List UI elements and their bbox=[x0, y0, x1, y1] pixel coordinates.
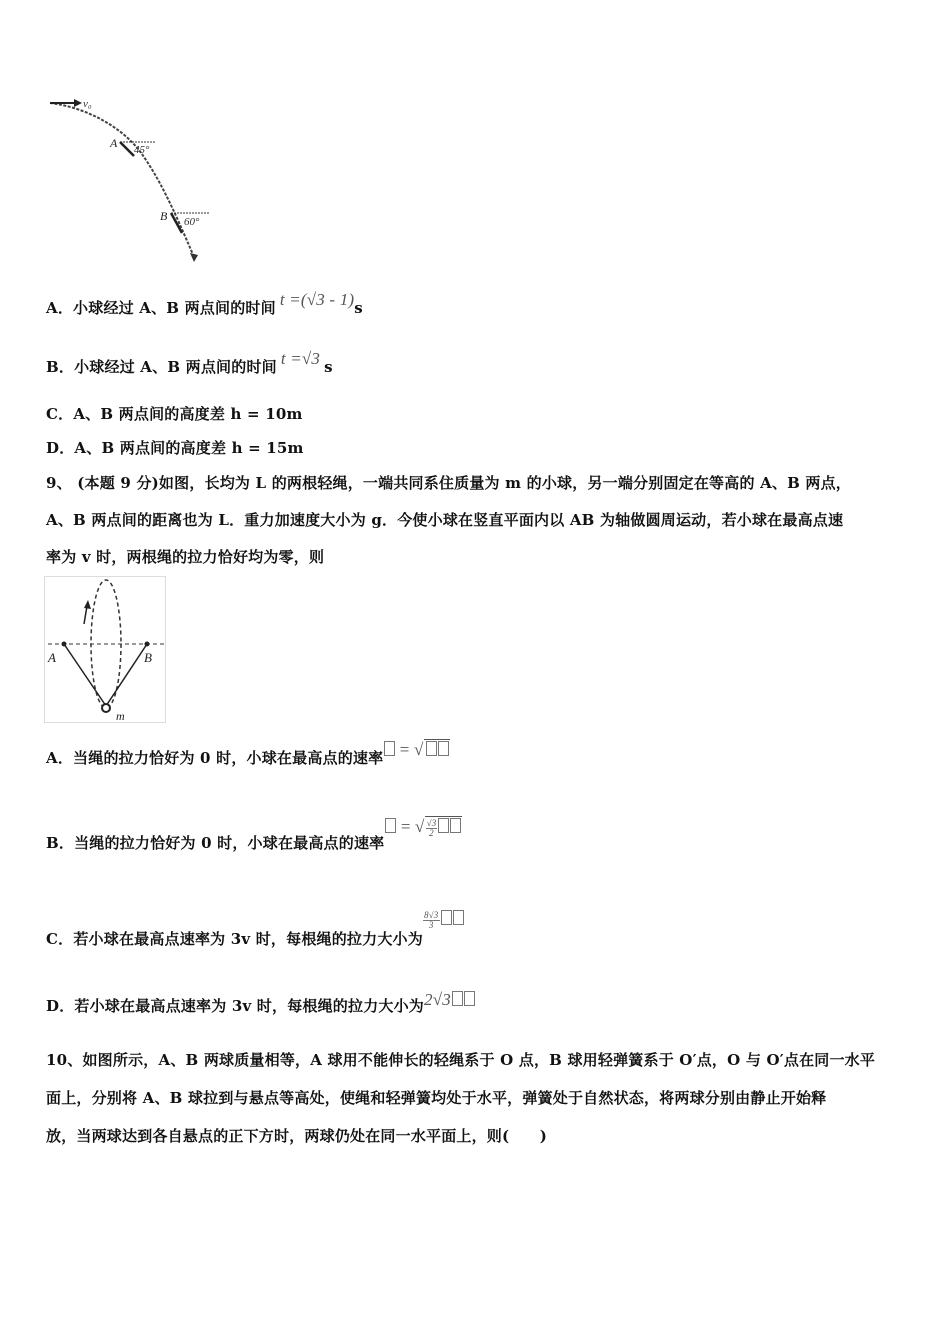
q8-option-c: C．A、B 两点间的高度差 h = 10m bbox=[46, 405, 303, 423]
q9-rotation-figure bbox=[44, 576, 166, 724]
q9-option-b-formula: = $√\frac{√3}{2}$ bbox=[384, 817, 462, 836]
label-v0: v₀ bbox=[83, 98, 92, 110]
q9-stem-line-2: A、B 两点间的距离也为 L．重力加速度大小为 g．今使小球在竖直平面内以 AB 为轴做圆周运动，若小球在最高点速 bbox=[46, 511, 844, 529]
label-b: B bbox=[160, 209, 168, 223]
var-placeholder-icon bbox=[452, 991, 463, 1006]
q9-option-d-text: D．若小球在最高点速率为 3v 时，每根绳的拉力大小为 bbox=[46, 997, 425, 1015]
q9-option-a bbox=[46, 740, 450, 768]
trajectory-curve bbox=[50, 103, 194, 257]
q9-option-c-formula bbox=[423, 909, 464, 931]
q8-option-d: D．A、B 两点间的高度差 h = 15m bbox=[46, 439, 304, 457]
q9-option-c bbox=[46, 910, 464, 950]
trajectory-end-arrowhead-icon bbox=[190, 253, 198, 262]
q9-stem-line-1: 9、 (本题 9 分)如图，长均为 L 的两根轻绳，一端共同系住质量为 m 的小球，另一端分别固定在等高的 A、B 两点， bbox=[46, 474, 852, 492]
q9-option-d bbox=[46, 990, 475, 1016]
q10-stem-line-3: 放，当两球达到各自悬点的正下方时，两球仍处在同一水平面上，则( ) bbox=[46, 1127, 547, 1145]
var-placeholder-icon bbox=[385, 818, 396, 833]
var-placeholder-icon bbox=[384, 741, 395, 756]
var-placeholder-icon bbox=[441, 910, 452, 925]
fraction-numerator: 8√3 bbox=[423, 910, 439, 921]
label-a: A bbox=[48, 650, 56, 665]
q9-option-a-text: A．当绳的拉力恰好为 0 时，小球在最高点的速率 bbox=[46, 749, 384, 767]
angle-label-a: 45° bbox=[134, 144, 150, 156]
ball-m bbox=[102, 704, 110, 712]
v0-arrowhead-icon bbox=[74, 99, 82, 107]
coefficient: 2√3 bbox=[424, 990, 451, 1009]
q9-stem-line-3: 率为 v 时，两根绳的拉力恰好均为零，则 bbox=[46, 548, 325, 566]
q9-option-b bbox=[46, 817, 462, 854]
var-placeholder-icon bbox=[438, 741, 449, 756]
velocity-arrow-a bbox=[120, 142, 134, 156]
fraction-denominator: 2 bbox=[429, 828, 434, 839]
q8-trajectory-figure bbox=[44, 95, 214, 265]
q9-option-d-formula bbox=[424, 990, 475, 1009]
var-placeholder-icon bbox=[426, 741, 437, 756]
q10-stem-line-2: 面上，分别将 A、B 球拉到与悬点等高处，使绳和轻弹簧均处于水平，弹簧处于自然状态，将两球分别由静止开始释 bbox=[46, 1089, 827, 1107]
q10-stem-line-1: 10、如图所示，A、B 两球质量相等，A 球用不能伸长的轻绳系于 O 点，B 球用轻弹簧系于 O′点，O 与 O′点在同一水平 bbox=[46, 1051, 876, 1069]
label-b: B bbox=[144, 650, 152, 665]
q8-option-b-formula: t =√3 bbox=[280, 349, 321, 368]
motion-arrow bbox=[84, 606, 87, 624]
q8-option-b bbox=[46, 349, 333, 377]
q8-option-a-unit: s bbox=[354, 299, 363, 317]
velocity-arrow-b bbox=[171, 213, 182, 233]
var-placeholder-icon bbox=[438, 818, 449, 833]
rope-a bbox=[64, 644, 106, 706]
fraction-denominator: 3 bbox=[428, 920, 434, 931]
q8-option-b-unit: s bbox=[324, 358, 333, 376]
q8-option-a-formula: t =(√3 - 1) bbox=[279, 290, 355, 309]
q9-option-b-text: B．当绳的拉力恰好为 0 时，小球在最高点的速率 bbox=[46, 834, 385, 852]
point-a bbox=[62, 642, 67, 647]
point-b bbox=[145, 642, 150, 647]
var-placeholder-icon bbox=[464, 991, 475, 1006]
q8-option-a bbox=[46, 290, 363, 318]
label-a: A bbox=[110, 136, 118, 150]
var-placeholder-icon bbox=[450, 818, 461, 833]
rope-b bbox=[106, 644, 147, 706]
q9-option-a-formula: = √ bbox=[383, 740, 449, 759]
fraction-numerator: √3 bbox=[426, 818, 437, 829]
q8-option-a-text: A．小球经过 A、B 两点间的时间 bbox=[46, 299, 276, 317]
q9-option-c-text: C．若小球在最高点速率为 3v 时，每根绳的拉力大小为 bbox=[46, 930, 423, 948]
angle-label-b: 60° bbox=[184, 216, 200, 228]
label-m: m bbox=[116, 709, 125, 723]
motion-arrowhead-icon bbox=[84, 600, 91, 609]
q8-option-b-text: B．小球经过 A、B 两点间的时间 bbox=[46, 358, 277, 376]
var-placeholder-icon bbox=[453, 910, 464, 925]
